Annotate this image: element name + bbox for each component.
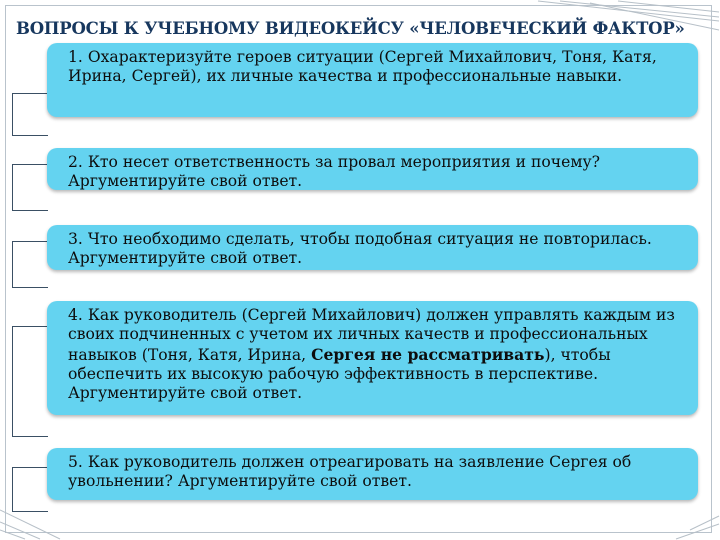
question-box-1 [47, 43, 698, 117]
question-5-text: 5. Как руководитель должен отреагировать на заявление Сергея об увольнении? Аргументируйте свой ответ. [68, 453, 632, 491]
question-3-text: 3. Что необходимо сделать, чтобы подобная ситуация не повторилась. Аргументируйте свой ответ. [68, 230, 652, 268]
question-box-4 [47, 301, 698, 415]
question-4-text-end: ), чтобы обеспечить их высокую рабочую эффективность в перспективе. Аргументируйте свой ответ. [68, 345, 611, 403]
question-4-text-bold: Сергея не рассматривать [311, 344, 545, 364]
question-box-3 [47, 225, 698, 270]
bracket-connector-4 [12, 326, 48, 437]
question-box-2 [47, 148, 698, 190]
slide-title: ВОПРОСЫ К УЧЕБНОМУ ВИДЕОКЕЙСУ «ЧЕЛОВЕЧЕСКИЙ ФАКТОР» [16, 19, 685, 38]
question-box-5 [47, 448, 698, 500]
bracket-connector-2 [12, 164, 48, 211]
bracket-connector-1 [12, 93, 48, 136]
question-2-text: 2. Кто несет ответственность за провал мероприятия и почему? Аргументируйте свой ответ. [68, 153, 600, 191]
question-4-text-start: 4. Как руководитель (Сергей Михайлович) должен управлять каждым из своих подчиненных с учетом их личных качеств и профессиональных навыков (Тоня, Катя, Ирина, [68, 306, 675, 364]
bracket-connector-5 [12, 467, 48, 512]
question-1-text: 1. Охарактеризуйте героев ситуации (Сергей Михайлович, Тоня, Катя, Ирина, Сергей), их личные качества и профессиональные навыки. [68, 48, 657, 86]
bracket-connector-3 [12, 241, 48, 288]
